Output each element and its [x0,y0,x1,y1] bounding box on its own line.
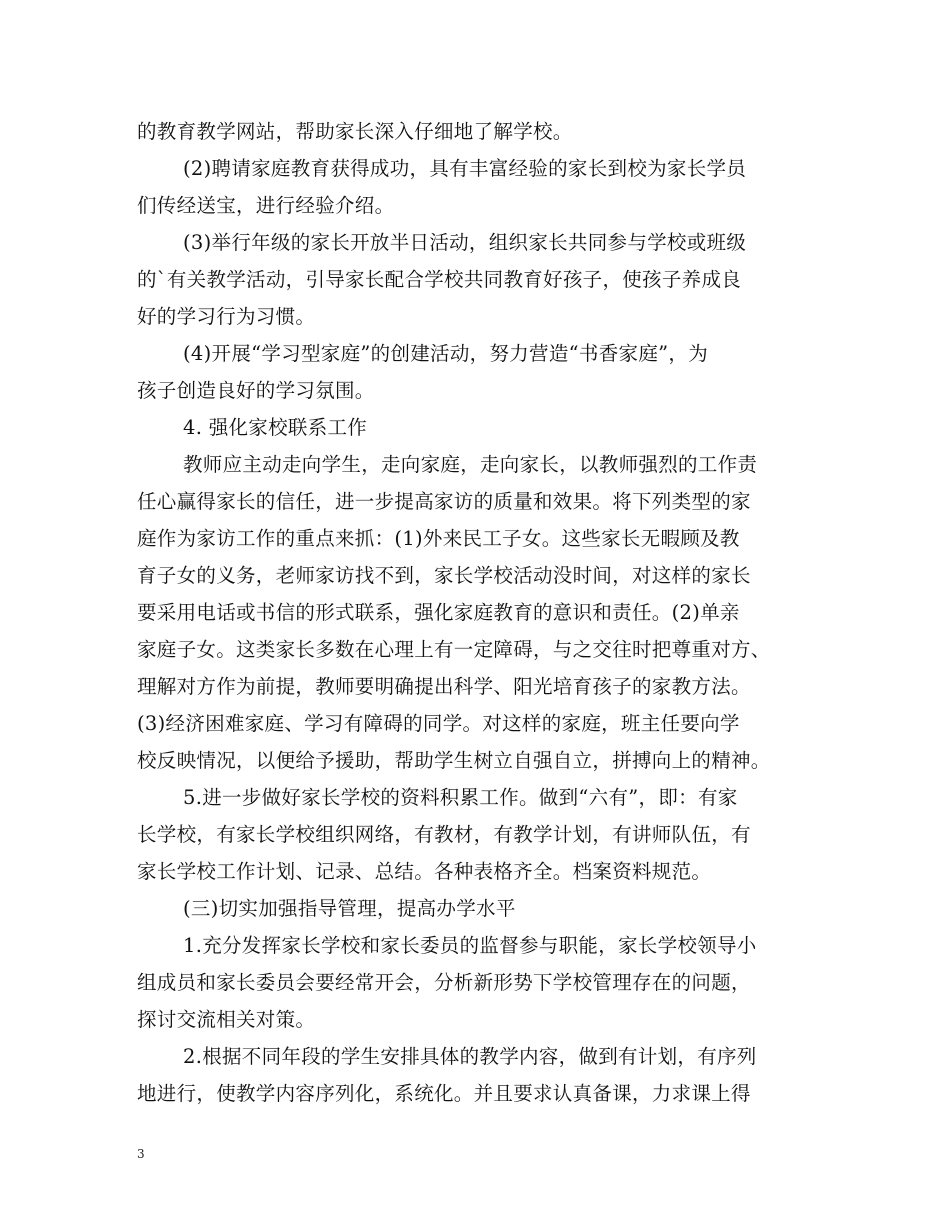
text-line: 探讨交流相关对策。 [137,1008,316,1031]
text-line: 理解对方作为前提，教师要明确提出科学、阳光培育孩子的家教方法。 [137,675,751,698]
text-line: 1.充分发挥家长学校和家长委员的监督参与职能，家长学校领导小 [183,934,757,957]
text-line: (2)聘请家庭教育获得成功，具有丰富经验的家长到校为家长学员 [183,157,747,180]
text-line: 育子女的义务，老师家访找不到，家长学校活动没时间，对这样的家长 [137,564,751,587]
text-line: 长学校，有家长学校组织网络，有教材，有教学计划，有讲师队伍，有 [137,823,751,846]
text-line: (3)举行年级的家长开放半日活动，组织家长共同参与学校或班级 [183,231,747,254]
text-line: (4)开展“学习型家庭”的创建活动，努力营造“书香家庭”，为 [183,342,708,365]
text-line: 教师应主动走向学生，走向家庭，走向家长，以教师强烈的工作责 [183,453,758,476]
text-line: 组成员和家长委员会要经常开会，分析新形势下学校管理存在的问题， [137,971,751,994]
text-line: 庭作为家访工作的重点来抓：(1)外来民工子女。这些家长无暇顾及教 [137,527,740,550]
page-number: 3 [137,1147,145,1161]
text-line: 要采用电话或书信的形式联系，强化家庭教育的意识和责任。(2)单亲 [137,601,740,624]
text-line: (3)经济困难家庭、学习有障碍的同学。对这样的家庭，班主任要向学 [137,712,740,735]
text-line: 家长学校工作计划、记录、总结。各种表格齐全。档案资料规范。 [137,860,712,883]
text-line: 好的学习行为习惯。 [137,305,316,328]
document-body [137,113,837,1112]
text-line: 孩子创造良好的学习氛围。 [137,379,375,402]
text-line: 任心赢得家长的信任，进一步提高家访的质量和效果。将下列类型的家 [137,490,751,513]
text-line: 2.根据不同年段的学生安排具体的教学内容，做到有计划，有序列 [183,1045,757,1068]
text-line: 家庭子女。这类家长多数在心理上有一定障碍，与之交往时把尊重对方、 [137,638,771,661]
text-line: 地进行，使教学内容序列化，系统化。并且要求认真备课，力求课上得 [137,1082,751,1105]
text-line: 的`有关教学活动，引导家长配合学校共同教育好孩子，使孩子养成良 [137,268,742,291]
text-line: 校反映情况，以便给予援助，帮助学生树立自强自立，拼搏向上的精神。 [137,749,771,772]
section-heading: (三)切实加强指导管理，提高办学水平 [183,897,516,920]
text-line: 们传经送宝，进行经验介绍。 [137,194,395,217]
text-line: 的教育教学网站，帮助家长深入仔细地了解学校。 [137,120,573,143]
text-line: 5.进一步做好家长学校的资料积累工作。做到“六有”，即：有家 [183,786,738,809]
section-heading: 4. 强化家校联系工作 [183,416,368,439]
